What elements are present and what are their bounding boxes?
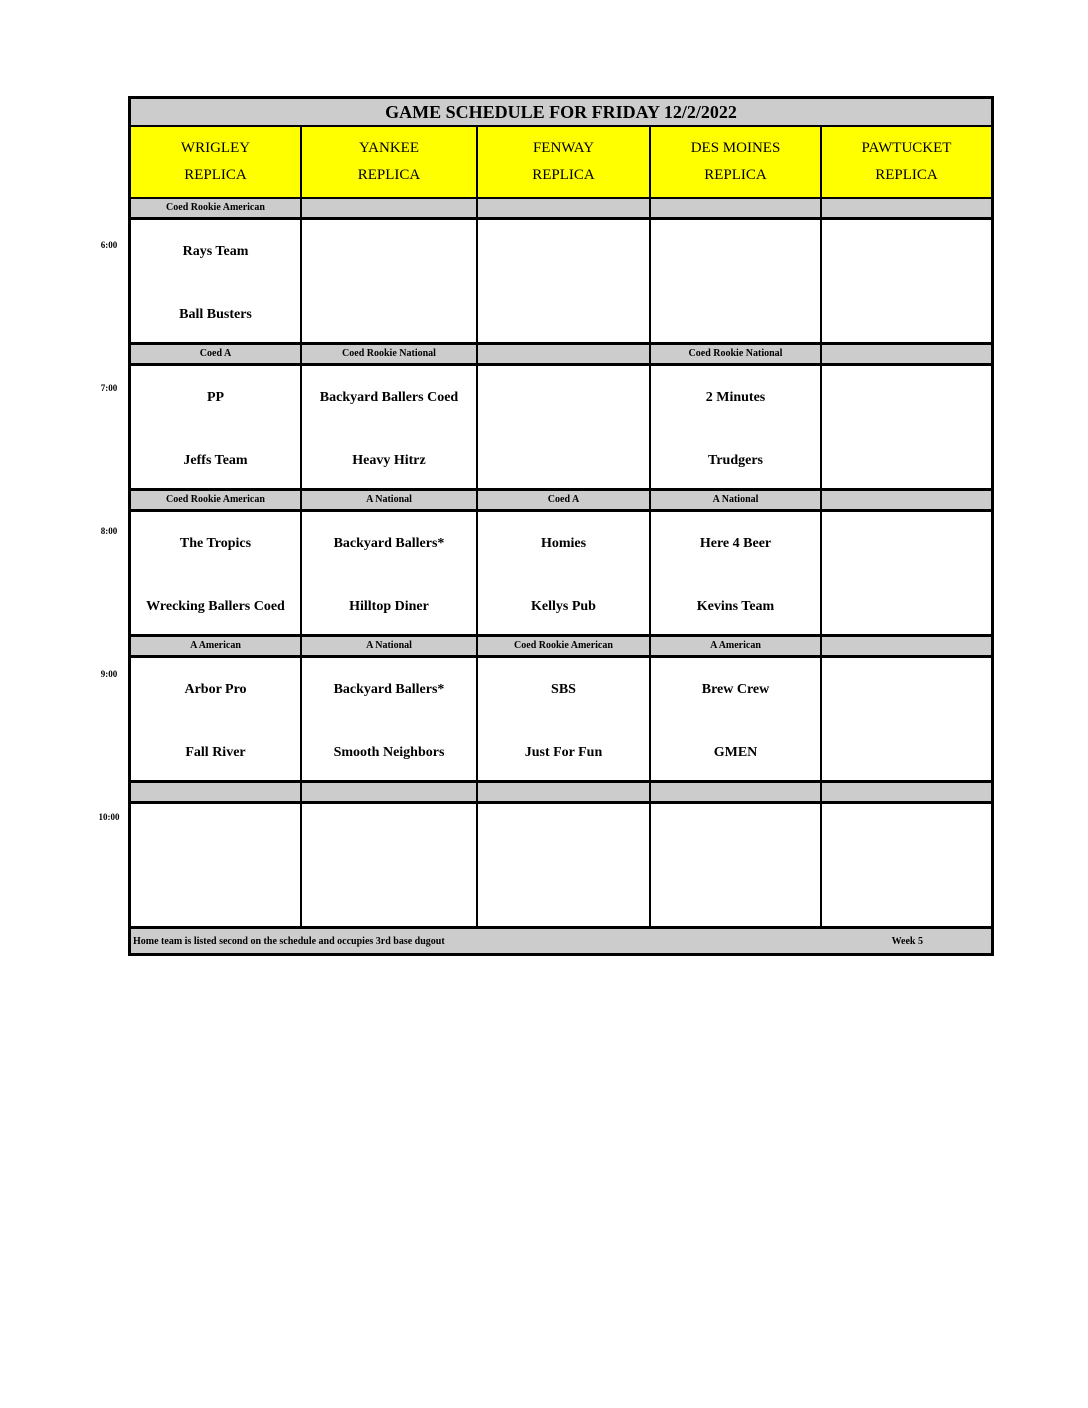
division-label: Coed A	[131, 345, 302, 363]
game-cell	[478, 658, 651, 780]
home-team: Just For Fun	[524, 745, 603, 760]
field-name: PAWTUCKET	[861, 140, 952, 156]
home-team: Kellys Pub	[531, 599, 596, 614]
away-team: Backyard Ballers Coed	[319, 390, 459, 405]
division-row	[131, 783, 991, 804]
field-header	[478, 127, 651, 197]
away-team: Arbor Pro	[184, 682, 247, 697]
game-cell	[478, 366, 651, 488]
home-team: Kevins Team	[696, 599, 775, 614]
game-cell	[651, 658, 822, 780]
home-team: Fall River	[185, 745, 246, 760]
division-row	[131, 637, 991, 658]
division-row	[131, 199, 991, 220]
game-cell	[822, 804, 991, 926]
game-cell	[302, 512, 478, 634]
home-team: Smooth Neighbors	[333, 745, 445, 760]
field-name: FENWAY	[532, 140, 595, 156]
schedule-title: GAME SCHEDULE FOR FRIDAY 12/2/2022	[131, 99, 991, 127]
away-team: 2 Minutes	[705, 390, 766, 405]
game-cell	[131, 220, 302, 342]
division-label: A National	[302, 637, 478, 655]
division-label	[651, 199, 822, 217]
home-team: Wrecking Ballers Coed	[146, 599, 285, 614]
division-label	[478, 783, 651, 801]
field-sub: REPLICA	[357, 167, 421, 183]
field-header-row	[131, 127, 991, 199]
away-team: Rays Team	[182, 244, 249, 259]
game-cell	[822, 512, 991, 634]
division-label: Coed Rookie American	[131, 199, 302, 217]
schedule-table	[128, 96, 994, 956]
division-label	[131, 783, 302, 801]
footer-row	[131, 929, 991, 953]
game-cell	[302, 366, 478, 488]
division-label: Coed Rookie National	[302, 345, 478, 363]
division-label: A National	[651, 491, 822, 509]
time-label: 8:00	[100, 526, 118, 536]
division-label: A American	[131, 637, 302, 655]
game-row	[131, 658, 991, 783]
game-cell	[822, 366, 991, 488]
away-team: Here 4 Beer	[699, 536, 772, 551]
division-label	[822, 783, 991, 801]
division-row	[131, 345, 991, 366]
away-team: Backyard Ballers*	[333, 682, 445, 697]
field-sub: REPLICA	[532, 167, 595, 183]
field-sub: REPLICA	[875, 167, 938, 183]
division-label	[651, 783, 822, 801]
game-cell	[651, 512, 822, 634]
week-label: Week 5	[891, 935, 923, 947]
division-label: A American	[651, 637, 822, 655]
division-label	[302, 783, 478, 801]
time-label: 6:00	[100, 240, 118, 250]
game-cell	[478, 512, 651, 634]
game-row	[131, 366, 991, 491]
home-team: Heavy Hitrz	[352, 453, 426, 468]
field-name: WRIGLEY	[180, 140, 251, 156]
division-label	[478, 345, 651, 363]
time-label: 10:00	[98, 812, 120, 822]
division-label	[822, 199, 991, 217]
away-team: The Tropics	[179, 536, 252, 551]
game-cell	[131, 366, 302, 488]
game-cell	[302, 658, 478, 780]
footer-note: Home team is listed second on the schedule and occupies 3rd base dugout	[133, 935, 445, 947]
game-cell	[302, 804, 478, 926]
field-name: DES MOINES	[690, 140, 781, 156]
time-label: 9:00	[100, 669, 118, 679]
away-team: PP	[206, 390, 225, 405]
game-cell	[822, 220, 991, 342]
home-team: Ball Busters	[179, 307, 252, 322]
division-label	[822, 637, 991, 655]
field-sub: REPLICA	[184, 167, 247, 183]
game-cell	[651, 366, 822, 488]
game-row	[131, 512, 991, 637]
game-cell	[302, 220, 478, 342]
game-cell	[131, 512, 302, 634]
home-team: Jeffs Team	[183, 453, 248, 468]
game-cell	[478, 220, 651, 342]
division-label: A National	[302, 491, 478, 509]
game-cell	[131, 804, 302, 926]
division-label	[822, 345, 991, 363]
division-label: Coed Rookie National	[651, 345, 822, 363]
division-label	[822, 491, 991, 509]
game-cell	[131, 658, 302, 780]
division-label: Coed Rookie American	[131, 491, 302, 509]
time-label: 7:00	[100, 383, 118, 393]
game-row	[131, 220, 991, 345]
field-header	[651, 127, 822, 197]
away-team: Brew Crew	[701, 682, 770, 697]
away-team: SBS	[551, 682, 576, 697]
division-label	[478, 199, 651, 217]
home-team: Hilltop Diner	[349, 599, 429, 614]
division-label	[302, 199, 478, 217]
game-cell	[822, 658, 991, 780]
game-row	[131, 804, 991, 929]
division-label: Coed Rookie American	[478, 637, 651, 655]
away-team: Backyard Ballers*	[333, 536, 445, 551]
field-sub: REPLICA	[704, 167, 767, 183]
game-cell	[478, 804, 651, 926]
field-name: YANKEE	[359, 140, 419, 156]
away-team: Homies	[540, 536, 587, 551]
home-team: GMEN	[713, 745, 758, 760]
home-team: Trudgers	[708, 453, 763, 468]
field-header	[131, 127, 302, 197]
division-label: Coed A	[478, 491, 651, 509]
field-header	[302, 127, 478, 197]
game-cell	[651, 804, 822, 926]
game-cell	[651, 220, 822, 342]
field-header	[822, 127, 991, 197]
division-row	[131, 491, 991, 512]
